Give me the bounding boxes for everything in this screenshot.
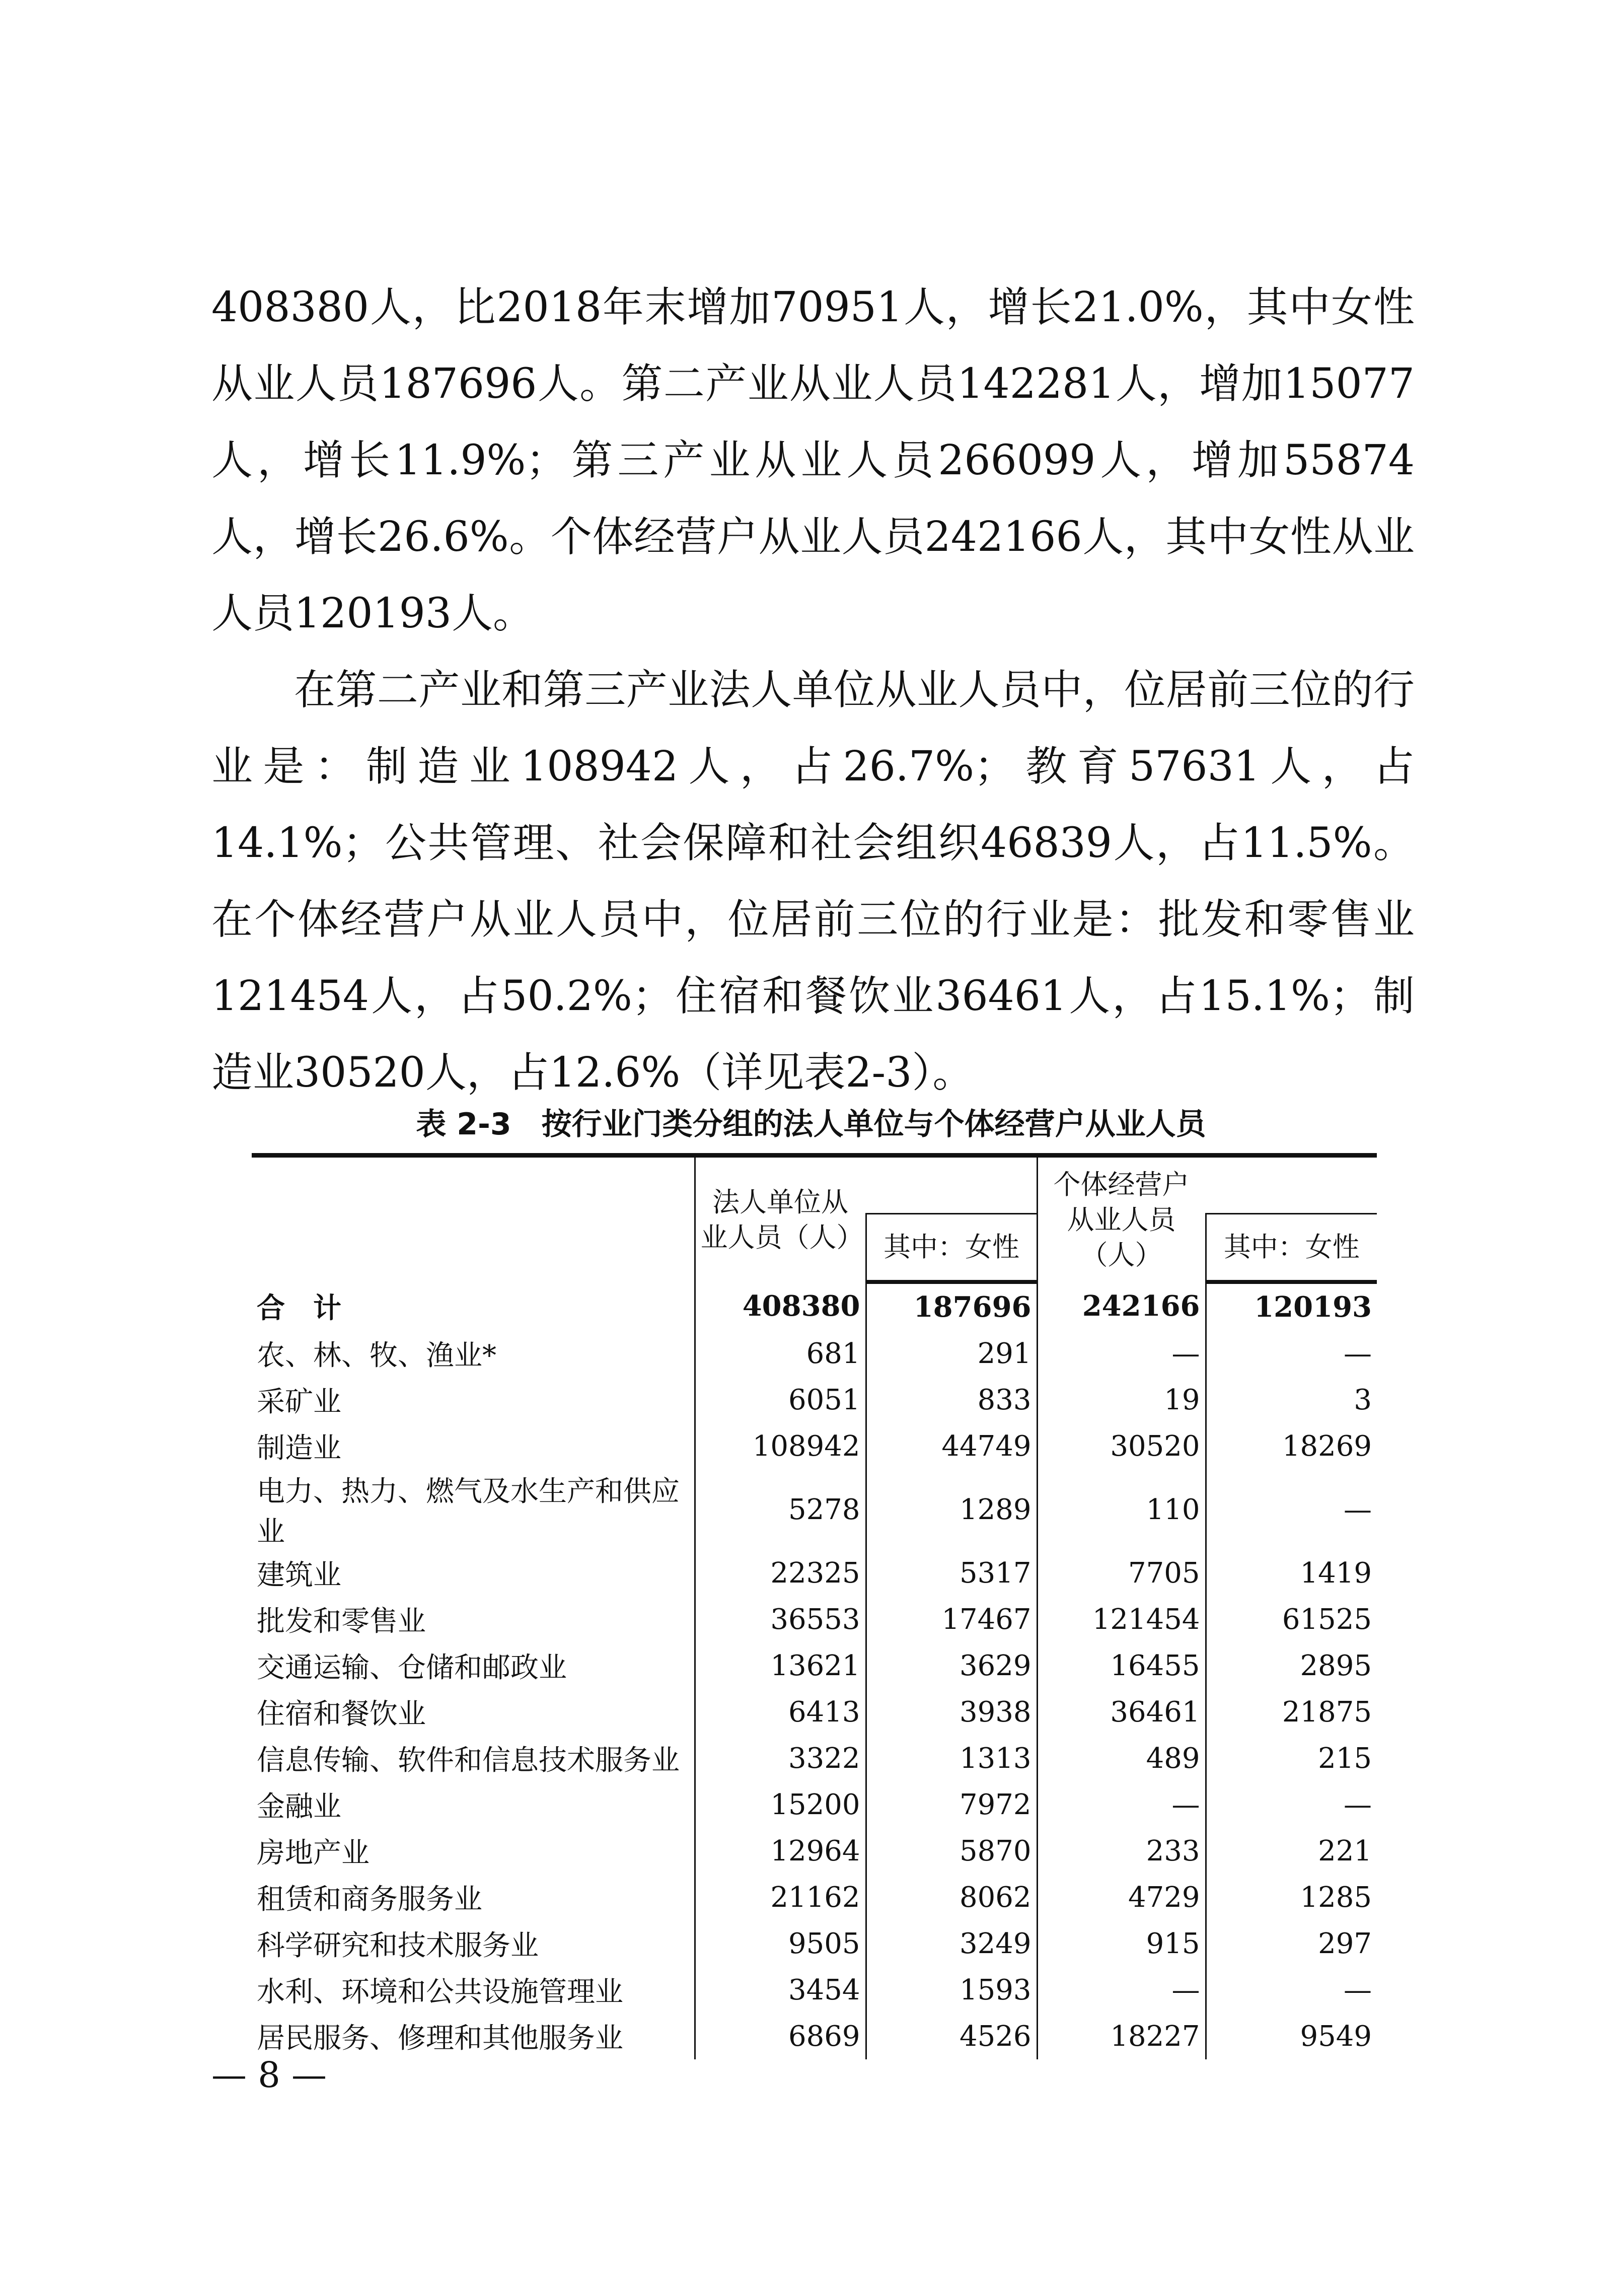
cell: 6051 [695,1377,866,1423]
cell: 16455 [1037,1642,1206,1689]
cell: 3322 [695,1735,866,1781]
table-row-total [252,1282,1377,1330]
cell: 8062 [866,1874,1037,1920]
cell: 5870 [866,1828,1037,1874]
header-legal-female: 其中：女性 [866,1214,1037,1282]
cell: 7972 [866,1781,1037,1828]
cell: 1419 [1206,1550,1377,1596]
cell: 121454 [1037,1596,1206,1642]
row-label: 农、林、牧、渔业* [257,1339,496,1372]
row-label: 居民服务、修理和其他服务业 [257,2022,623,2055]
cell: 833 [866,1377,1037,1423]
cell: 44749 [866,1423,1037,1469]
cell: 4729 [1037,1874,1206,1920]
cell: 1285 [1206,1874,1377,1920]
row-label: 采矿业 [257,1386,341,1418]
cell: 18227 [1037,2013,1206,2059]
cell: 13621 [695,1642,866,1689]
cell: 3938 [866,1689,1037,1735]
table-row [252,1735,1377,1781]
cell: 21162 [695,1874,866,1920]
header-legal-entity: 法人单位从业人员（人） [695,1156,866,1282]
cell: 36461 [1037,1689,1206,1735]
table-row [252,2013,1377,2059]
cell: 17467 [866,1596,1037,1642]
cell: 108942 [695,1423,866,1469]
table-row [252,1781,1377,1828]
row-label: 科学研究和技术服务业 [257,1929,539,1962]
cell: 6869 [695,2013,866,2059]
row-label: 信息传输、软件和信息技术服务业 [257,1744,680,1777]
row-label: 电力、热力、燃气及水生产和供应业 [257,1475,680,1548]
cell: 291 [866,1330,1037,1377]
table-row [252,1828,1377,1874]
cell: 15200 [695,1781,866,1828]
cell: 1289 [866,1469,1037,1550]
table-row [252,1377,1377,1423]
table-row [252,1469,1377,1550]
row-label: 水利、环境和公共设施管理业 [257,1976,623,2008]
row-label: 批发和零售业 [257,1605,426,1638]
paragraph-1: 408380人，比2018年末增加70951人，增长21.0%，其中女性从业人员187696人。第二产业从业人员142281人，增加15077人，增长11.9%；第三产业从业人员266099人，增加55874人，增长26.6%。个体经营户从业人员242166人，其中女性从业人员120193人。 [211,283,1415,637]
row-label: 交通运输、仓储和邮政业 [257,1652,567,1684]
table-row [252,1967,1377,2013]
cell: 6413 [695,1689,866,1735]
header-individual: 个体经营户从业人员（人） [1037,1156,1206,1282]
table-row [252,1596,1377,1642]
cell: 5278 [695,1469,866,1550]
table-row [252,1550,1377,1596]
page-number: — 8 — [211,2054,327,2096]
cell: — [1037,1781,1206,1828]
cell: 4526 [866,2013,1037,2059]
cell: 681 [695,1330,866,1377]
cell: 1593 [866,1967,1037,2013]
cell: — [1206,1469,1377,1550]
cell: 12964 [695,1828,866,1874]
cell: — [1206,1330,1377,1377]
cell: 3 [1206,1377,1377,1423]
table-row [252,1423,1377,1469]
paragraph-2: 在第二产业和第三产业法人单位从业人员中，位居前三位的行业是：制造业108942人，占26.7%；教育57631人，占14.1%；公共管理、社会保障和社会组织46839人，占11.5%。在个体经营户从业人员中，位居前三位的行业是：批发和零售业121454人，占50.2%；住宿和餐饮业36461人，占15.1%；制造业30520人，占12.6%（详见表2-3）。 [211,666,1415,1097]
table-row [252,1642,1377,1689]
row-label: 建筑业 [257,1559,341,1592]
cell: — [1206,1967,1377,2013]
cell: — [1206,1781,1377,1828]
cell: 5317 [866,1550,1037,1596]
row-label: 房地产业 [257,1837,370,1870]
header-industry [252,1156,695,1282]
cell: 408380 [695,1282,866,1330]
cell: 221 [1206,1828,1377,1874]
cell: 915 [1037,1920,1206,1967]
row-label: 金融业 [257,1790,341,1823]
table-caption: 表 2-3 按行业门类分组的法人单位与个体经营户从业人员 [416,1107,1206,1142]
table-row [252,1920,1377,1967]
header-individual-female: 其中：女性 [1206,1214,1377,1282]
cell: 242166 [1037,1282,1206,1330]
cell: — [1037,1330,1206,1377]
cell: 187696 [866,1282,1037,1330]
table-row [252,1689,1377,1735]
cell: 3249 [866,1920,1037,1967]
row-label: 住宿和餐饮业 [257,1698,426,1731]
row-label: 合 计 [257,1292,341,1325]
cell: 21875 [1206,1689,1377,1735]
cell: 9549 [1206,2013,1377,2059]
table-row [252,1330,1377,1377]
cell: 22325 [695,1550,866,1596]
cell: 3629 [866,1642,1037,1689]
row-label: 租赁和商务服务业 [257,1883,482,1916]
cell: 1313 [866,1735,1037,1781]
cell: 233 [1037,1828,1206,1874]
cell: 2895 [1206,1642,1377,1689]
cell: 19 [1037,1377,1206,1423]
cell: 3454 [695,1967,866,2013]
cell: — [1037,1967,1206,2013]
table-row [252,1874,1377,1920]
cell: 30520 [1037,1423,1206,1469]
cell: 297 [1206,1920,1377,1967]
cell: 18269 [1206,1423,1377,1469]
cell: 215 [1206,1735,1377,1781]
cell: 36553 [695,1596,866,1642]
cell: 110 [1037,1469,1206,1550]
row-label: 制造业 [257,1432,341,1465]
cell: 7705 [1037,1550,1206,1596]
cell: 9505 [695,1920,866,1967]
cell: 120193 [1206,1282,1377,1330]
employment-table [252,1153,1377,2059]
cell: 61525 [1206,1596,1377,1642]
cell: 489 [1037,1735,1206,1781]
